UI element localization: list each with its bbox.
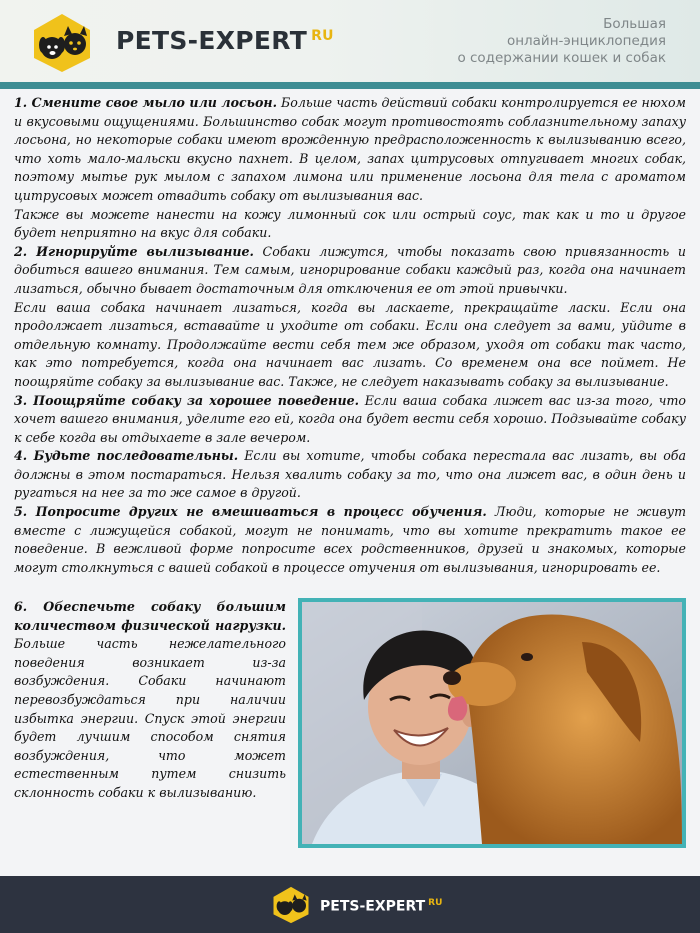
tagline-line: о содержании кошек и собак: [457, 50, 666, 66]
step-3-title: 3. Поощряйте собаку за хорошее поведение.: [14, 392, 360, 408]
step-5-title: 5. Попросите других не вмешиваться в процесс обучения.: [14, 504, 487, 520]
footer-brand[interactable]: [320, 898, 442, 915]
step-4-title: 4. Будьте последовательны.: [14, 448, 239, 464]
site-tagline: [406, 16, 666, 67]
brand-suffix: RU: [311, 27, 334, 44]
tagline-line: онлайн-энциклопедия: [506, 33, 666, 49]
brand-name: PETS-EXPERT: [116, 26, 308, 55]
footer-brand-suffix: RU: [428, 898, 443, 908]
paragraph-3: [14, 392, 686, 448]
header-accent-bar: [0, 82, 700, 89]
step-6-text: Больше часть нежелательного поведения возникает из-за возбуждения. Собаки начинают перевозбуждаться при наличии избытка энергии. Спуск этой энергии будет лучшим способом снятия возбуждения, что может естественным путем снизить склонность собаки к вылизыванию.: [14, 636, 286, 800]
paragraph-1b: Также вы можете нанести на кожу лимонный сок или острый соус, так как и то и другое будет неприятно на вкус для собаки.: [14, 206, 686, 241]
footer-logo-icon: [271, 885, 311, 925]
paragraph-1: [14, 94, 686, 206]
paragraph-2: [14, 243, 686, 299]
step-6-title: 6. Обеспечьте собаку большим количеством физической нагрузки.: [14, 599, 286, 633]
step-2-title: 2. Игнорируйте вылизывание.: [14, 243, 254, 259]
step-4-text: Если вы хотите, чтобы собака перестала вас лизать, вы оба должны в этом постараться. Нельзя хвалить собаку за то, что она лижет вас, в один день и ругаться на нее за то же самое в другой.: [14, 448, 686, 501]
step-3-text: Если ваша собака лижет вас из-за того, что хочет вашего внимания, уделите его ей, когда она будет вести себя хорошо. Подзывайте собаку к себе когда вы отдыхаете в зале вечером.: [14, 392, 686, 445]
pets-expert-logo-icon: [30, 12, 94, 74]
footer-brand-name: PETS-EXPERT: [320, 898, 426, 915]
paragraph-2b: Если ваша собака начинает лизаться, когда вы ласкаете, прекращайте ласки. Если она продолжает лизаться, вставайте и уходите от собаки. Если она следует за вами, уйдите в отдельную комнату. Продолжайте вести себя тем же образом, уходя от собаки так часто, как это потребуется, когда она начинает вас лизать. Со временем она все поймет. Не поощряйте собаку за вылизывание вас. Также, не следует наказывать собаку за вылизывание.: [14, 299, 686, 389]
paragraph-5: [14, 503, 686, 577]
paragraph-6: [14, 598, 286, 803]
paragraph-4: [14, 447, 686, 503]
photo-illustration: [302, 602, 682, 844]
step-1-text: Больше часть действий собаки контролируется ее нюхом и вкусовыми ощущениями. Большинство собак могут противостоять соблазнительному запаху лосьона, но некоторые собаки имеют врожденную предрасположенность к вылизыванию всего, что хоть мало-мальски вкусно пахнет. В целом, запах цитрусовых отпугивает многих собак, поэтому мытье рук мылом с запахом лимона или применение лосьона для тела с ароматом цитрусовых может отвадить собаку от вылизывания вас.: [14, 95, 686, 203]
site-brand[interactable]: [116, 26, 334, 55]
step-5-text: Люди, которые не живут вместе с лижущейся собакой, могут не понимать, что вы хотите прекратить такое ее поведение. В вежливой форме попросите всех родственников, друзей и знакомых, которые могут столкнуться с вашей собакой в процессе отучения от вылизывания, игнорировать ее.: [14, 504, 687, 575]
step-1-title: 1. Смените свое мыло или лосьон.: [14, 95, 277, 110]
tagline-line: Большая: [603, 16, 666, 32]
article-body: [14, 94, 686, 577]
man-and-dog-photo: [298, 598, 686, 848]
step-2-text: Собаки лижутся, чтобы показать свою привязанность и добиться вашего внимания. Тем самым, игнорирование собаки каждый раз, когда она начинает лизаться, обычно бывает достаточным для отключения ее от этой привычки.: [14, 243, 686, 296]
